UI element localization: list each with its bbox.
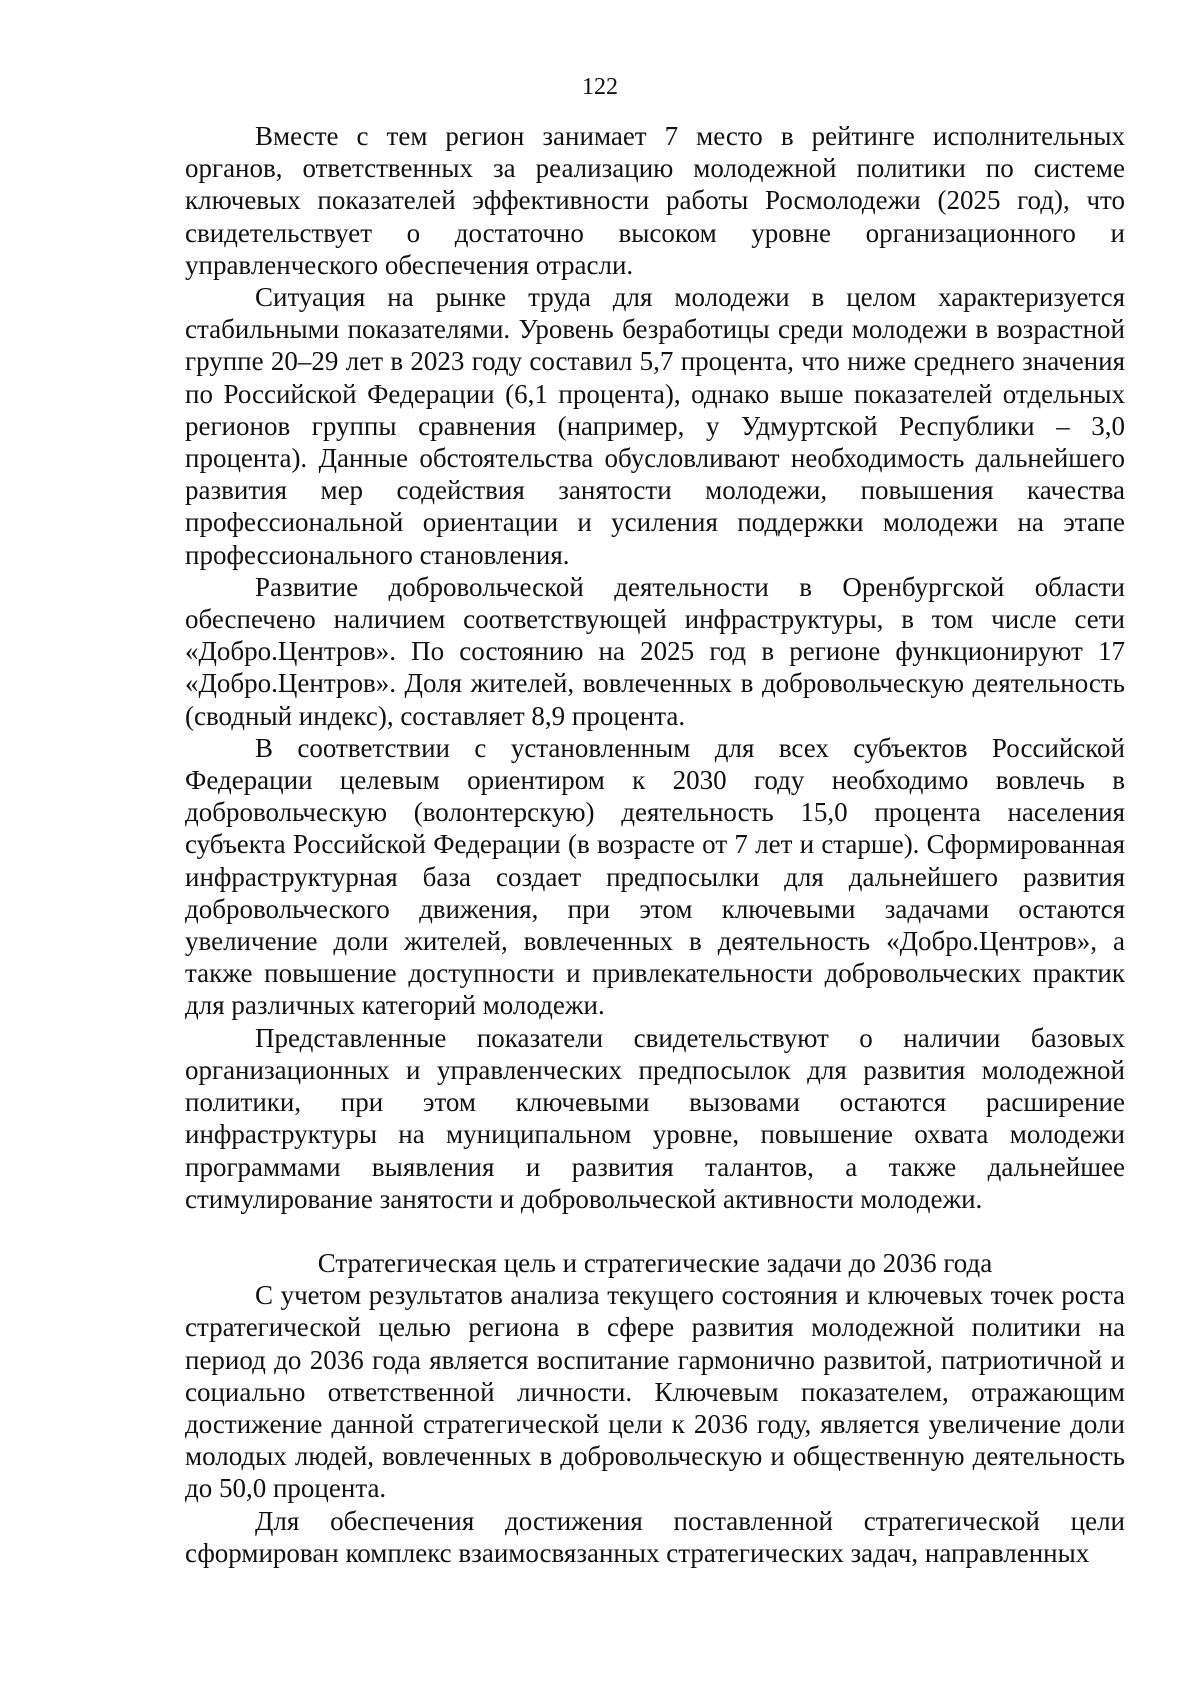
paragraph: Ситуация на рынке труда для молодежи в целом характеризуется стабильными показателями. Уровень безработицы среди молодежи в возрастной группе 20–29 лет в 2023 году составил 5,7 процента, что ниже среднего значения по Российской Федерации (6,1 процента), однако выше показателей отдельных регионов группы сравнения (например, у Удмуртской Республики – 3,0 процента). Данные обстоятельства обусловливают необходимость дальнейшего развития мер содействия занятости молодежи, повышения качества профессиональной ориентации и усиления поддержки молодежи на этапе профессионального становления. <box>185 282 1125 570</box>
page-number: 122 <box>582 74 618 100</box>
paragraph: С учетом результатов анализа текущего состояния и ключевых точек роста стратегической целью региона в сфере развития молодежной политики на период до 2036 года является воспитание гармонично развитой, патриотичной и социально ответственной личности. Ключевым показателем, отражающим достижение данной стратегической цели к 2036 году, является увеличение доли молодых людей, вовлеченных в добровольческую и общественную деятельность до 50,0 процента. <box>185 1280 1125 1504</box>
document-body <box>185 120 1125 1569</box>
paragraph: Для обеспечения достижения поставленной стратегической цели сформирован комплекс взаимосвязанных стратегических задач, направленных <box>185 1505 1125 1568</box>
section-heading: Стратегическая цель и стратегические задачи до 2036 года <box>317 1247 993 1278</box>
paragraph: В соответствии с установленным для всех субъектов Российской Федерации целевым ориентиром к 2030 году необходимо вовлечь в добровольческую (волонтерскую) деятельность 15,0 процента населения субъекта Российской Федерации (в возрасте от 7 лет и старше). Сформированная инфраструктурная база создает предпосылки для дальнейшего развития добровольческого движения, при этом ключевыми задачами остаются увеличение доли жителей, вовлеченных в деятельность «Добро.Центров», а также повышение доступности и привлекательности добровольческих практик для различных категорий молодежи. <box>185 732 1125 1021</box>
paragraph: Развитие добровольческой деятельности в Оренбургской области обеспечено наличием соответствующей инфраструктуры, в том числе сети «Добро.Центров». По состоянию на 2025 год в регионе функционируют 17 «Добро.Центров». Доля жителей, вовлеченных в добровольческую деятельность (сводный индекс), составляет 8,9 процента. <box>185 571 1125 731</box>
paragraph: Вместе с тем регион занимает 7 место в рейтинге исполнительных органов, ответственных за реализацию молодежной политики по системе ключевых показателей эффективности работы Росмолодежи (2025 год), что свидетельствует о достаточно высоком уровне организационного и управленческого обеспечения отрасли. <box>185 121 1125 280</box>
paragraph: Представленные показатели свидетельствуют о наличии базовых организационных и управленческих предпосылок для развития молодежной политики, при этом ключевыми вызовами остаются расширение инфраструктуры на муниципальном уровне, повышение охвата молодежи программами выявления и развития талантов, а также дальнейшее стимулирование занятости и добровольческой активности молодежи. <box>185 1022 1125 1214</box>
